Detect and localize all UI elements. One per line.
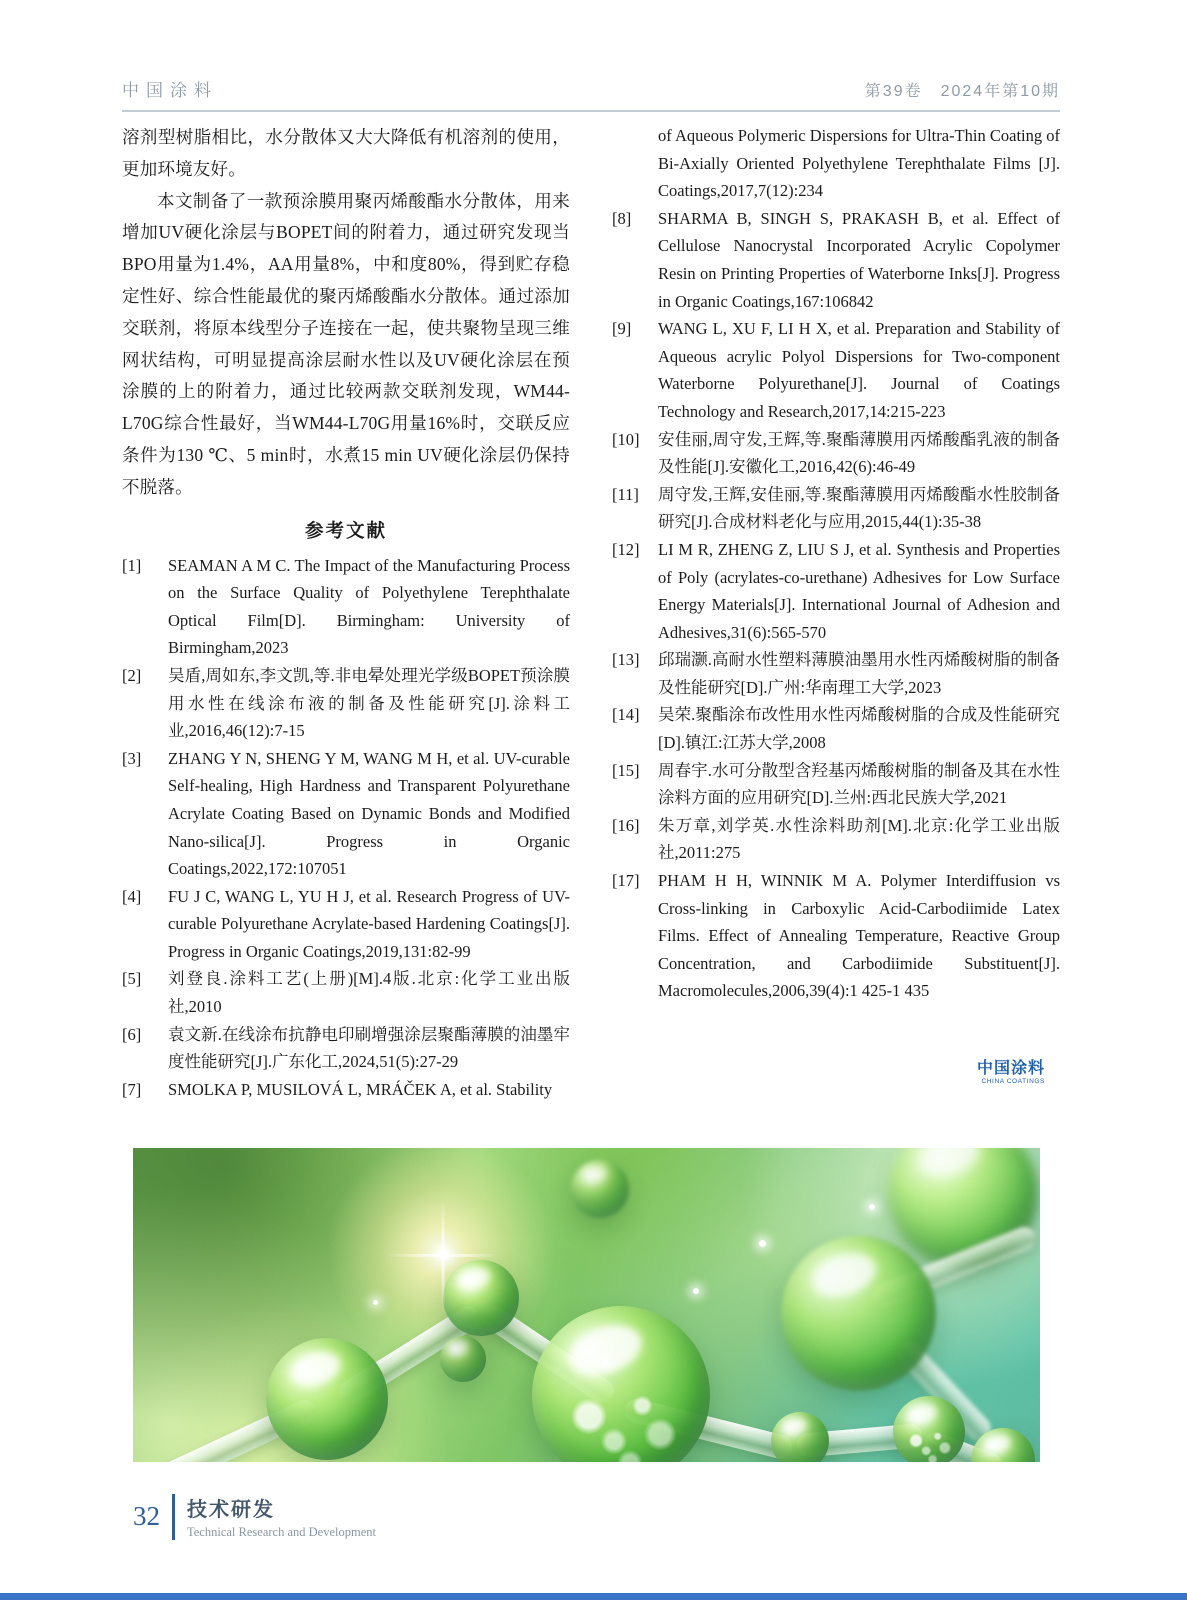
reference-item (122, 1021, 570, 1076)
reference-text: SEAMAN A M C. The Impact of the Manufacturing Process on the Surface Quality of Polyethylene Terephthalate Optical Film[D]. Birmingham: University of Birmingham,2023 (168, 555, 570, 658)
reference-text: SMOLKA P, MUSILOVÁ L, MRÁČEK A, et al. Stability (168, 1079, 553, 1099)
reference-number: [13] (612, 650, 640, 670)
reference-text: FU J C, WANG L, YU H J, et al. Research Progress of UV-curable Polyurethane Acrylate-based Hardening Coatings[J]. Progress in Organic Coatings,2019,131:82-99 (168, 886, 570, 961)
footer-section-en: Technical Research and Development (187, 1525, 376, 1539)
molecule-sphere-midground (781, 1236, 936, 1391)
reference-number (612, 122, 658, 205)
page-header (122, 76, 1060, 112)
article-body (122, 122, 1060, 1103)
reference-item (612, 867, 1060, 1005)
reference-number: [14] (612, 705, 640, 725)
reference-text: 吴荣.聚酯涂布改性用水性丙烯酸树脂的合成及性能研究[D].镇江:江苏大学,2008 (658, 705, 1060, 753)
footer-divider (172, 1494, 175, 1540)
reference-text: 邱瑞灏.高耐水性塑料薄膜油墨用水性丙烯酸树脂的制备及性能研究[D].广州:华南理工大学,2023 (658, 650, 1060, 697)
conclusion-paragraph-1: 溶剂型树脂相比，水分散体又大大降低有机溶剂的使用，更加环境友好。 (122, 127, 570, 179)
reference-text: 吴盾,周如东,李文凯,等.非电晕处理光学级BOPET预涂膜用水性在线涂布液的制备及性能研究[J].涂料工业,2016,46(12):7-15 (168, 665, 570, 741)
reference-item (122, 965, 570, 1020)
reference-number: [8] (612, 208, 632, 228)
reference-item (612, 536, 1060, 646)
reference-number: [9] (612, 319, 632, 339)
footer-section-cn: 技术研发 (187, 1499, 275, 1521)
sparkle (439, 1250, 449, 1260)
reference-text: 周守发,王辉,安佳丽,等.聚酯薄膜用丙烯酸酯水性胶制备研究[J].合成材料老化与应用,2015,44(1):35-38 (658, 484, 1060, 532)
sparkle (693, 1288, 699, 1294)
molecule-sphere-background (571, 1160, 629, 1218)
reference-item (122, 552, 570, 662)
reference-number: [10] (612, 429, 640, 449)
reference-item (612, 122, 1060, 205)
reference-text: 安佳丽,周守发,王辉,等.聚酯薄膜用丙烯酸酯乳液的制备及性能[J].安徽化工,2016,42(6):46-49 (658, 429, 1060, 477)
sparkle (373, 1300, 378, 1305)
sparkle (869, 1204, 875, 1210)
reference-number: [15] (612, 760, 640, 780)
reference-item (612, 812, 1060, 867)
reference-item (612, 701, 1060, 756)
logo-text-cn: 中国涂料 (976, 1060, 1045, 1077)
reference-text: PHAM H H, WINNIK M A. Polymer Interdiffusion vs Cross-linking in Carboxylic Acid-Carbodiimide Latex Films. Effect of Annealing Temperature, Reactive Group Concentration, and Carbodiimide Substituent[J]. Macromolecules,2006,39(4):1 425-1 435 (658, 871, 1060, 1001)
reference-item (612, 646, 1060, 701)
reference-text: 周春宇.水可分散型含羟基丙烯酸树脂的制备及其在水性涂料方面的应用研究[D].兰州:西北民族大学,2021 (658, 760, 1060, 808)
reference-item (122, 1076, 570, 1104)
journal-name: 中国涂料 (122, 81, 218, 100)
reference-item (612, 481, 1060, 536)
sparkle (603, 1360, 608, 1365)
reference-number: [2] (122, 665, 142, 685)
reference-text: 朱万章,刘学英.水性涂料助剂[M].北京:化学工业出版社,2011:275 (658, 815, 1060, 863)
reference-text: WANG L, XU F, LI H X, et al. Preparation and Stability of Aqueous acrylic Polyol Dispersions for Two-component Waterborne Polyurethane[J]. Journal of Coatings Technology and Research,2017,14:215-223 (658, 319, 1060, 421)
molecule-sphere (771, 1412, 829, 1462)
reference-text: 袁文新.在线涂布抗静电印刷增强涂层聚酯薄膜的油墨牢度性能研究[J].广东化工,2024,51(5):27-29 (168, 1024, 570, 1072)
reference-item (122, 662, 570, 745)
reference-number: [5] (122, 969, 142, 989)
molecule-illustration (133, 1148, 1040, 1462)
right-column (612, 122, 1060, 1103)
molecule-sphere (443, 1260, 519, 1336)
reference-number: [6] (122, 1024, 142, 1044)
references-column-right (612, 122, 1060, 1005)
reference-number: [1] (122, 555, 142, 575)
reference-number: [16] (612, 815, 640, 835)
china-coatings-logo (977, 1060, 1045, 1085)
reference-item (612, 757, 1060, 812)
bottom-accent-strip (0, 1593, 1187, 1600)
reference-number: [11] (612, 484, 639, 504)
reference-item (612, 315, 1060, 425)
reference-number: [12] (612, 539, 640, 559)
logo-text-en: CHINA COATINGS (981, 1077, 1045, 1085)
reference-text: 刘登良.涂料工艺(上册)[M].4版.北京:化学工业出版社,2010 (168, 969, 570, 1017)
reference-text: ZHANG Y N, SHENG Y M, WANG M H, et al. UV-curable Self-healing, High Hardness and Transparent Polyurethane Acrylate Coating Based on Dynamic Bonds and Modified Nano-silica[J]. Progress in Organic Coatings,2022,172:107051 (168, 748, 570, 879)
reference-text: SHARMA B, SINGH S, PRAKASH B, et al. Effect of Cellulose Nanocrystal Incorporated Acrylic Copolymer Resin on Printing Properties of Waterborne Inks[J]. Progress in Organic Coatings,167:106842 (658, 208, 1060, 311)
conclusion-paragraph-2: 本文制备了一款预涂膜用聚丙烯酸酯水分散体，用来增加UV硬化涂层与BOPET间的附着力，通过研究发现当BPO用量为1.4%，AA用量8%，中和度80%，得到贮存稳定性好、综合性能最优的聚丙烯酸酯水分散体。通过添加交联剂，将原本线型分子连接在一起，使共聚物呈现三维网状结构，可明显提高涂层耐水性以及UV硬化涂层在预涂膜的上的附着力，通过比较两款交联剂发现，WM44-L70G综合性最好，当WM44-L70G用量16%时，交联反应条件为130 ℃、5 min时，水煮15 min UV硬化涂层仍保持不脱落。 (122, 190, 570, 497)
reference-number: [17] (612, 871, 640, 891)
molecule-sphere (440, 1336, 486, 1382)
references-column-left (122, 552, 570, 1104)
reference-item (122, 883, 570, 966)
reference-number: [4] (122, 886, 142, 906)
left-column (122, 122, 570, 1103)
reference-text: of Aqueous Polymeric Dispersions for Ultra-Thin Coating of Bi-Axially Oriented Polyethylene Terephthalate Films [J]. Coatings,2017,7(12):234 (658, 126, 1060, 201)
reference-text: LI M R, ZHENG Z, LIU S J, et al. Synthesis and Properties of Poly (acrylates-co-urethane) Adhesives for Low Surface Energy Materials[J]. International Journal of Adhesion and Adhesives,31(6):565-570 (658, 539, 1060, 642)
issue-info: 第39卷 2024年第10期 (864, 83, 1060, 100)
reference-item (612, 426, 1060, 481)
molecule-sphere-large (532, 1306, 710, 1462)
reference-item (122, 745, 570, 883)
molecule-sphere (266, 1338, 388, 1460)
references-heading: 参考文献 (304, 521, 387, 542)
page-footer (133, 1493, 376, 1540)
page-number: 32 (133, 1501, 160, 1531)
molecule-sphere (893, 1396, 965, 1462)
reference-number: [3] (122, 748, 142, 768)
reference-item (612, 205, 1060, 315)
sparkle (759, 1240, 766, 1247)
reference-number: [7] (122, 1079, 142, 1099)
